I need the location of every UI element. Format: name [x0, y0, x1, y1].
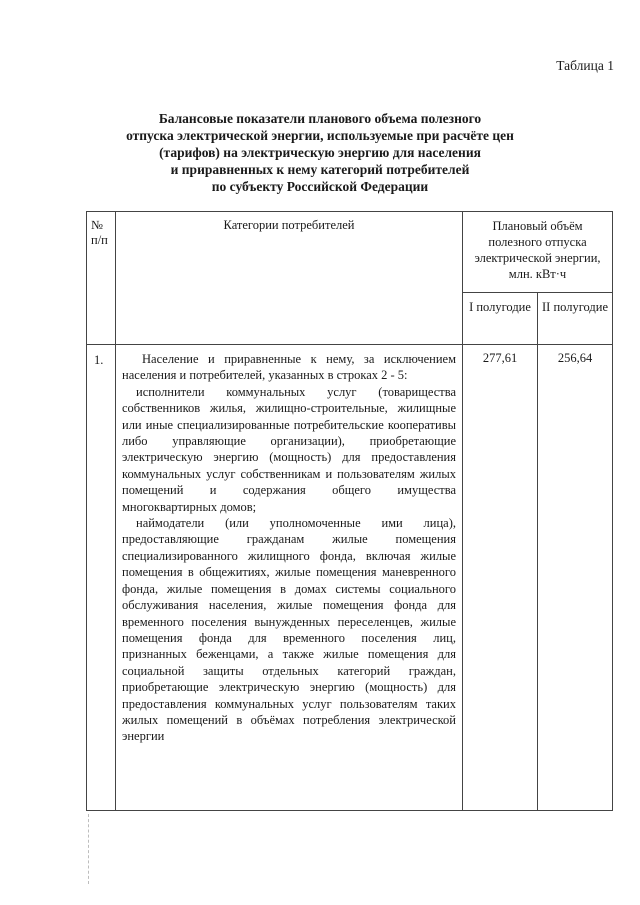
- document-title: [0, 110, 640, 195]
- balance-indicators-table: [86, 211, 613, 811]
- title-line: по субъекту Российской Федерации: [211, 179, 429, 194]
- title-line: Балансовые показатели планового объема полезного: [158, 111, 482, 126]
- row-first-half-value: 277,61: [463, 345, 538, 811]
- title-line: и приравненных к нему категорий потребителей: [170, 162, 470, 177]
- row-second-half-value: 256,64: [538, 345, 613, 811]
- row-category-description: [116, 345, 463, 811]
- table-row: [87, 345, 613, 811]
- row-number: 1.: [87, 345, 116, 811]
- category-paragraph: наймодатели (или уполномоченные ими лица), предоставляющие гражданам жилые помещения специализированного жилищного фонда, включая жилые помещения в общежитиях, жилые помещения маневренного фонда, жилые помещения в домах системы социального обслуживания населения, жилые помещения фонда для временного поселения вынужденных переселенцев, жилые помещения фонда для временного поселения лиц, признанных беженцами, а также жилые помещения для социальной защиты отдельных категорий граждан, приобретающие электрическую энергию (мощность) для предоставления коммунальных услуг пользователям таких жилых помещений в объёмах потребления электрической энергии: [122, 516, 456, 744]
- table-number-label: Таблица 1: [556, 58, 614, 73]
- scan-margin-line: [88, 814, 89, 884]
- header-planned-volume: Плановый объём полезного отпуска электрической энергии, млн. кВт·ч: [463, 212, 613, 293]
- title-line: (тарифов) на электрическую энергию для населения: [159, 145, 481, 160]
- table-header-row: [87, 212, 613, 293]
- category-paragraph: исполнители коммунальных услуг (товарищества собственников жилья, жилищно-строительные, жилищные или иные специализированные потребительские кооперативы либо управляющие организации), приобретающие электрическую энергию (мощность) для предоставления коммунальных услуг собственникам и пользователям жилых помещений и содержания общего имущества многоквартирных домов;: [122, 384, 456, 514]
- category-paragraph: Население и приравненные к нему, за исключением населения и потребителей, указанных в строках 2 - 5:: [122, 352, 456, 383]
- header-second-half: II полугодие: [538, 293, 613, 345]
- header-category: Категории потребителей: [116, 212, 463, 345]
- header-number: № п/п: [87, 212, 116, 345]
- header-first-half: I полугодие: [463, 293, 538, 345]
- title-line: отпуска электрической энергии, используемые при расчёте цен: [126, 128, 514, 143]
